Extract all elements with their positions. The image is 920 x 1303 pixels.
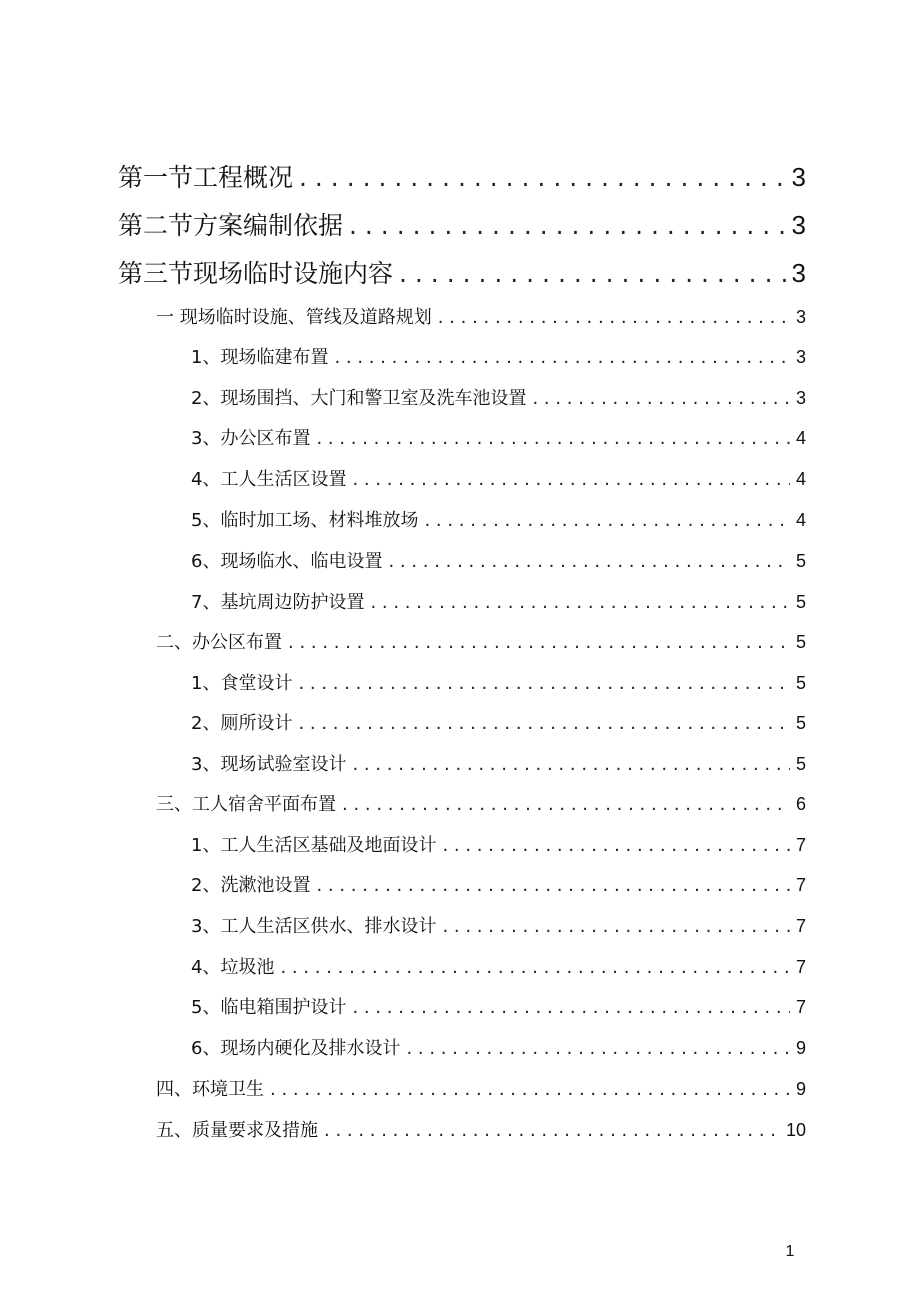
- toc-dot-leader: [334, 347, 790, 368]
- toc-dot-leader: [370, 592, 790, 613]
- toc-entry-item[interactable]: [191, 343, 806, 369]
- toc-entry-page: 9: [795, 1038, 806, 1058]
- toc-entry-label: 5、临电箱围护设计: [191, 997, 347, 1018]
- toc-dot-leader: [424, 510, 790, 531]
- toc-dot-leader: [442, 835, 790, 856]
- toc-dot-leader: [298, 673, 790, 694]
- toc-entry-section-1[interactable]: [118, 158, 806, 192]
- toc-entry-page: 5: [795, 713, 806, 733]
- toc-dot-leader: [324, 1120, 780, 1141]
- toc-entry-item[interactable]: [191, 384, 806, 410]
- toc-entry-label: 2、现场围挡、大门和警卫室及洗车池设置: [191, 388, 527, 409]
- toc-entry-label: 1、食堂设计: [191, 673, 293, 694]
- toc-entry-page: 4: [795, 469, 806, 489]
- toc-entry-label: 四、环境卫生: [156, 1079, 264, 1100]
- toc-entry-label: 一 现场临时设施、管线及道路规划: [156, 307, 432, 328]
- toc-entry-label: 4、垃圾池: [191, 957, 275, 978]
- toc-entry-item[interactable]: [191, 588, 806, 614]
- toc-entry-label: 第三节现场临时设施内容: [118, 259, 394, 288]
- toc-entry-page: 5: [795, 551, 806, 571]
- toc-dot-leader: [399, 259, 786, 288]
- toc-entry-label: 4、工人生活区设置: [191, 469, 347, 490]
- toc-dot-leader: [349, 211, 786, 240]
- toc-entry-page: 7: [795, 835, 806, 855]
- toc-entry-page: 7: [795, 957, 806, 977]
- toc-entry-subsection-5[interactable]: [156, 1116, 806, 1142]
- toc-entry-page: 7: [795, 875, 806, 895]
- toc-dot-leader: [352, 469, 790, 490]
- toc-entry-label: 3、办公区布置: [191, 428, 311, 449]
- toc-entry-label: 第二节方案编制依据: [118, 211, 344, 240]
- toc-entry-page: 3: [795, 347, 806, 367]
- toc-entry-label: 3、现场试验室设计: [191, 754, 347, 775]
- toc-entry-page: 9: [795, 1079, 806, 1099]
- toc-entry-subsection-3[interactable]: [156, 790, 806, 816]
- toc-dot-leader: [298, 713, 790, 734]
- toc-entry-label: 6、现场临水、临电设置: [191, 551, 383, 572]
- toc-entry-subsection-1[interactable]: [156, 303, 806, 329]
- toc-dot-leader: [342, 794, 790, 815]
- toc-dot-leader: [352, 997, 790, 1018]
- toc-dot-leader: [438, 307, 790, 328]
- toc-entry-label: 6、现场内硬化及排水设计: [191, 1038, 401, 1059]
- toc-dot-leader: [299, 163, 786, 192]
- toc-entry-item[interactable]: [191, 871, 806, 897]
- toc-entry-label: 5、临时加工场、材料堆放场: [191, 510, 419, 531]
- toc-entry-label: 2、厕所设计: [191, 713, 293, 734]
- toc-entry-page: 3: [791, 210, 806, 240]
- toc-dot-leader: [316, 428, 790, 449]
- toc-entry-page: 3: [795, 388, 806, 408]
- toc-dot-leader: [288, 632, 790, 653]
- toc-entry-item[interactable]: [191, 1034, 806, 1060]
- toc-dot-leader: [406, 1038, 790, 1059]
- toc-entry-page: 5: [795, 673, 806, 693]
- toc-entry-page: 7: [795, 997, 806, 1017]
- toc-dot-leader: [352, 754, 790, 775]
- toc-entry-page: 3: [791, 258, 806, 288]
- toc-entry-section-3[interactable]: [118, 254, 806, 288]
- toc-dot-leader: [532, 388, 790, 409]
- page-number: 1: [785, 1243, 795, 1260]
- toc-entry-label: 第一节工程概况: [118, 163, 294, 192]
- toc-entry-label: 1、工人生活区基础及地面设计: [191, 835, 437, 856]
- toc-entry-label: 三、工人宿舍平面布置: [156, 794, 336, 815]
- toc-entry-label: 二、办公区布置: [156, 632, 282, 653]
- toc-dot-leader: [316, 875, 790, 896]
- toc-entry-item[interactable]: [191, 465, 806, 491]
- toc-entry-page: 7: [795, 916, 806, 936]
- toc-entry-page: 4: [795, 428, 806, 448]
- toc-entry-item[interactable]: [191, 831, 806, 857]
- toc-entry-page: 4: [795, 510, 806, 530]
- toc-entry-item[interactable]: [191, 750, 806, 776]
- toc-entry-item[interactable]: [191, 912, 806, 938]
- toc-entry-label: 五、质量要求及措施: [156, 1120, 318, 1141]
- toc-entry-item[interactable]: [191, 547, 806, 573]
- toc-dot-leader: [388, 551, 790, 572]
- toc-entry-page: 5: [795, 592, 806, 612]
- toc-entry-label: 3、工人生活区供水、排水设计: [191, 916, 437, 937]
- toc-entry-subsection-2[interactable]: [156, 628, 806, 654]
- toc-entry-page: 3: [795, 307, 806, 327]
- toc-entry-item[interactable]: [191, 506, 806, 532]
- toc-entry-page: 6: [795, 794, 806, 814]
- toc-entry-page: 3: [791, 162, 806, 192]
- toc-dot-leader: [270, 1079, 790, 1100]
- toc-dot-leader: [280, 957, 790, 978]
- toc-entry-item[interactable]: [191, 424, 806, 450]
- toc-entry-section-2[interactable]: [118, 206, 806, 240]
- toc-entry-label: 7、基坑周边防护设置: [191, 592, 365, 613]
- toc-dot-leader: [442, 916, 790, 937]
- toc-entry-item[interactable]: [191, 993, 806, 1019]
- toc-entry-page: 5: [795, 754, 806, 774]
- toc-entry-item[interactable]: [191, 953, 806, 979]
- toc-entry-page: 5: [795, 632, 806, 652]
- toc-entry-page: 10: [785, 1120, 806, 1140]
- toc-entry-label: 2、洗漱池设置: [191, 875, 311, 896]
- toc-entry-label: 1、现场临建布置: [191, 347, 329, 368]
- toc-entry-item[interactable]: [191, 709, 806, 735]
- toc-entry-item[interactable]: [191, 669, 806, 695]
- toc-entry-subsection-4[interactable]: [156, 1075, 806, 1101]
